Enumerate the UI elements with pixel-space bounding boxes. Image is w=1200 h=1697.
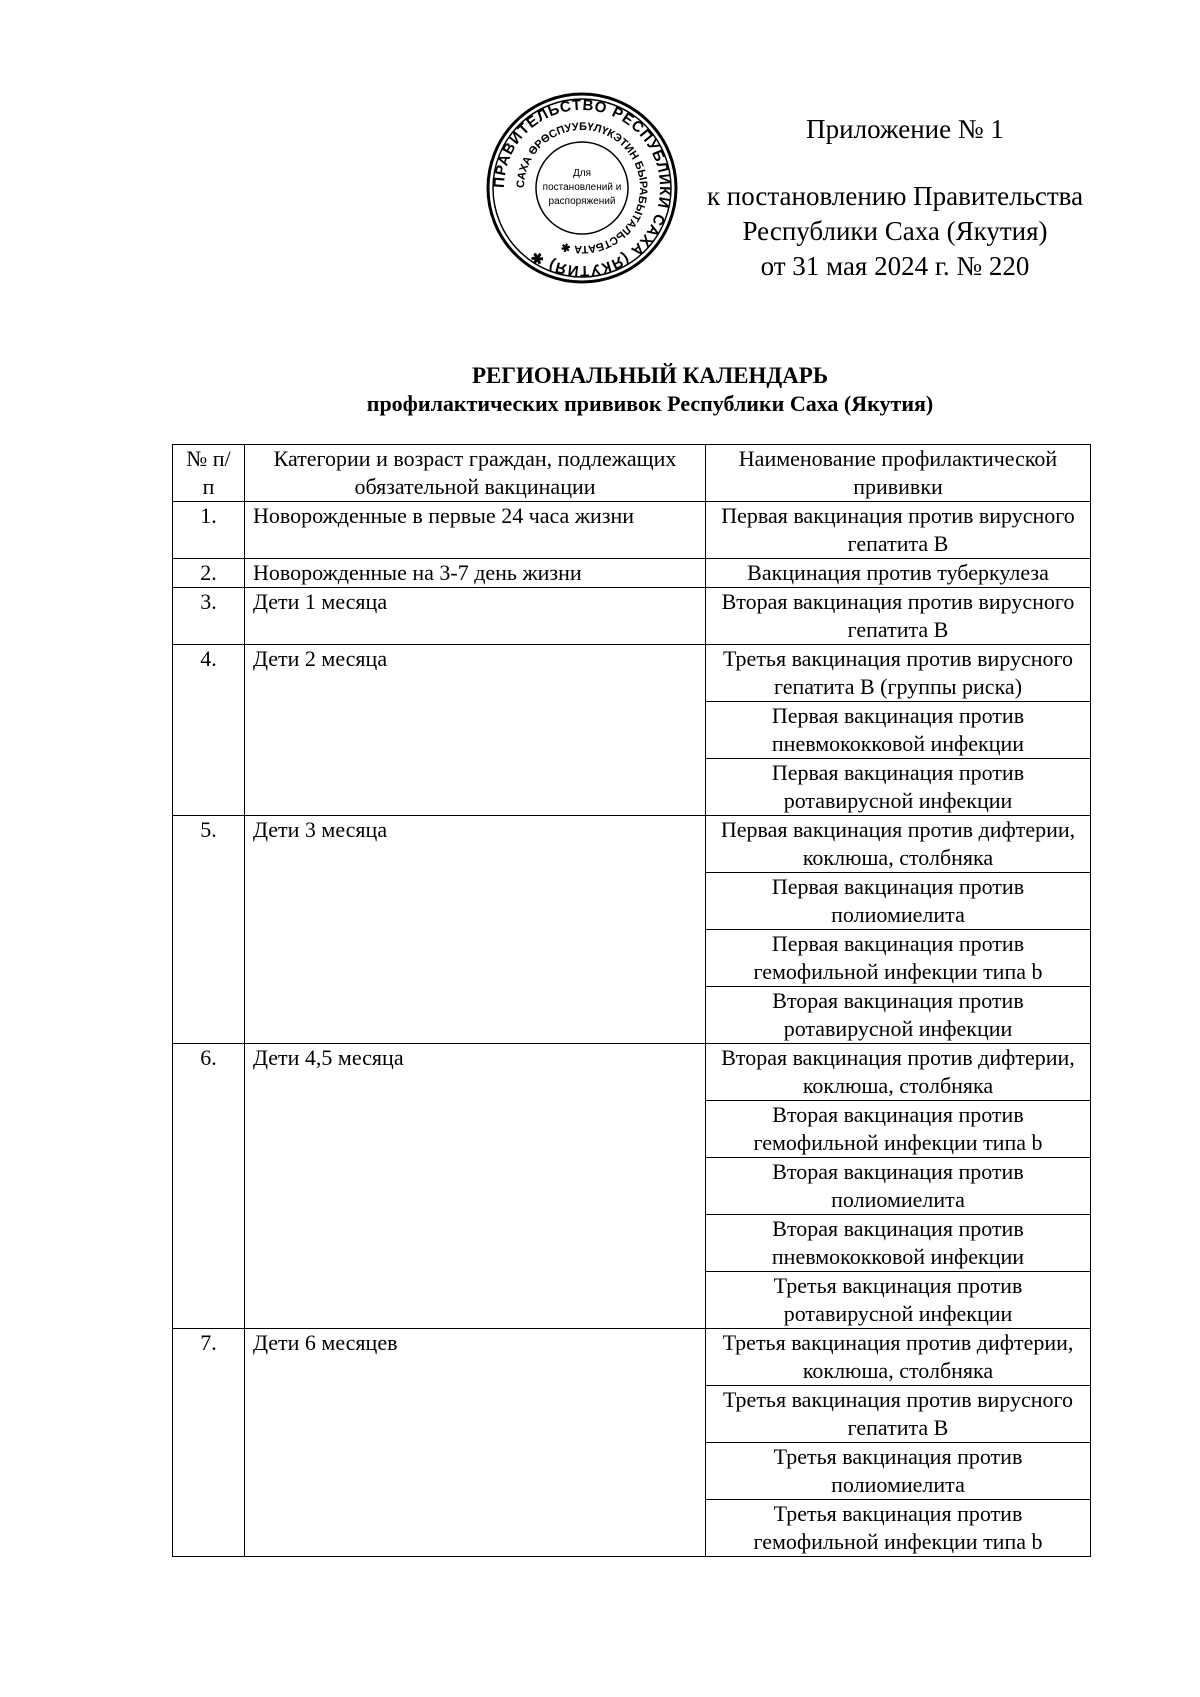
row-vaccine: Первая вакцинация против гемофильной инфекции типа b	[706, 930, 1091, 987]
row-number: 5.	[173, 816, 245, 1044]
header-num: № п/п	[173, 445, 245, 502]
row-vaccine: Третья вакцинация против полиомиелита	[706, 1443, 1091, 1500]
table-row	[173, 502, 1091, 559]
title-line-1: РЕГИОНАЛЬНЫЙ КАЛЕНДАРЬ	[471, 363, 829, 388]
table-row	[173, 1329, 1091, 1386]
seal-center-line-3: распоряжений	[548, 196, 616, 207]
row-category: Новорожденные на 3-7 день жизни	[245, 559, 706, 588]
appendix-number: Приложение № 1	[806, 114, 1004, 144]
row-category: Дети 4,5 месяца	[245, 1044, 706, 1329]
seal-inner-text: САХА ӨРӨСПУУБҮЛҮКЭТИН БЫРАБЫТАЛЬСТБАТА ✱	[514, 120, 650, 256]
row-category: Дети 6 месяцев	[245, 1329, 706, 1557]
document-title	[0, 362, 1200, 418]
row-vaccine: Вторая вакцинация против вирусного гепатита В	[706, 588, 1091, 645]
row-vaccine: Первая вакцинация против полиомиелита	[706, 873, 1091, 930]
header-vaccine: Наименование профилактической прививки	[706, 445, 1091, 502]
row-vaccine: Третья вакцинация против дифтерии, коклюша, столбняка	[706, 1329, 1091, 1386]
row-vaccine: Третья вакцинация против вирусного гепатита В	[706, 1386, 1091, 1443]
row-vaccine: Первая вакцинация против пневмококковой инфекции	[706, 702, 1091, 759]
row-category: Дети 1 месяца	[245, 588, 706, 645]
table-row	[173, 1044, 1091, 1101]
row-category: Дети 3 месяца	[245, 816, 706, 1044]
row-vaccine: Первая вакцинация против дифтерии, коклюша, столбняка	[706, 816, 1091, 873]
row-vaccine: Вторая вакцинация против пневмококковой инфекции	[706, 1215, 1091, 1272]
row-vaccine: Первая вакцинация против ротавирусной инфекции	[706, 759, 1091, 816]
row-number: 4.	[173, 645, 245, 816]
row-number: 7.	[173, 1329, 245, 1557]
table-header-row	[173, 445, 1091, 502]
decree-reference: к постановлению Правительства	[706, 181, 1084, 211]
republic-name: Республики Саха (Якутия)	[742, 216, 1048, 246]
row-category: Дети 2 месяца	[245, 645, 706, 816]
row-vaccine: Вторая вакцинация против полиомиелита	[706, 1158, 1091, 1215]
table-row	[173, 559, 1091, 588]
seal-outer-text: ПРАВИТЕЛЬСТВО РЕСПУБЛИКИ САХА (ЯКУТИЯ) ✱	[490, 96, 674, 280]
row-vaccine: Третья вакцинация против ротавирусной инфекции	[706, 1272, 1091, 1329]
table-row	[173, 588, 1091, 645]
row-vaccine: Вторая вакцинация против ротавирусной инфекции	[706, 987, 1091, 1044]
row-number: 6.	[173, 1044, 245, 1329]
appendix-header	[640, 112, 1150, 284]
row-vaccine: Вторая вакцинация против дифтерии, коклюша, столбняка	[706, 1044, 1091, 1101]
table-row	[173, 816, 1091, 873]
title-line-2: профилактических прививок Республики Саха (Якутия)	[366, 391, 934, 416]
header-category: Категории и возраст граждан, подлежащих обязательной вакцинации	[245, 445, 706, 502]
table-row	[173, 645, 1091, 702]
row-vaccine: Вакцинация против туберкулеза	[706, 559, 1091, 588]
row-vaccine: Первая вакцинация против вирусного гепатита В	[706, 502, 1091, 559]
row-number: 2.	[173, 559, 245, 588]
row-vaccine: Третья вакцинация против вирусного гепатита В (группы риска)	[706, 645, 1091, 702]
vaccination-calendar-table	[172, 444, 1091, 1557]
row-number: 1.	[173, 502, 245, 559]
seal-center-line-1: Для	[572, 168, 592, 179]
row-category: Новорожденные в первые 24 часа жизни	[245, 502, 706, 559]
row-vaccine: Третья вакцинация против гемофильной инфекции типа b	[706, 1500, 1091, 1557]
decree-date-number: от 31 мая 2024 г. № 220	[760, 251, 1030, 281]
row-vaccine: Вторая вакцинация против гемофильной инфекции типа b	[706, 1101, 1091, 1158]
seal-center-line-2: постановлений и	[542, 182, 622, 193]
row-number: 3.	[173, 588, 245, 645]
